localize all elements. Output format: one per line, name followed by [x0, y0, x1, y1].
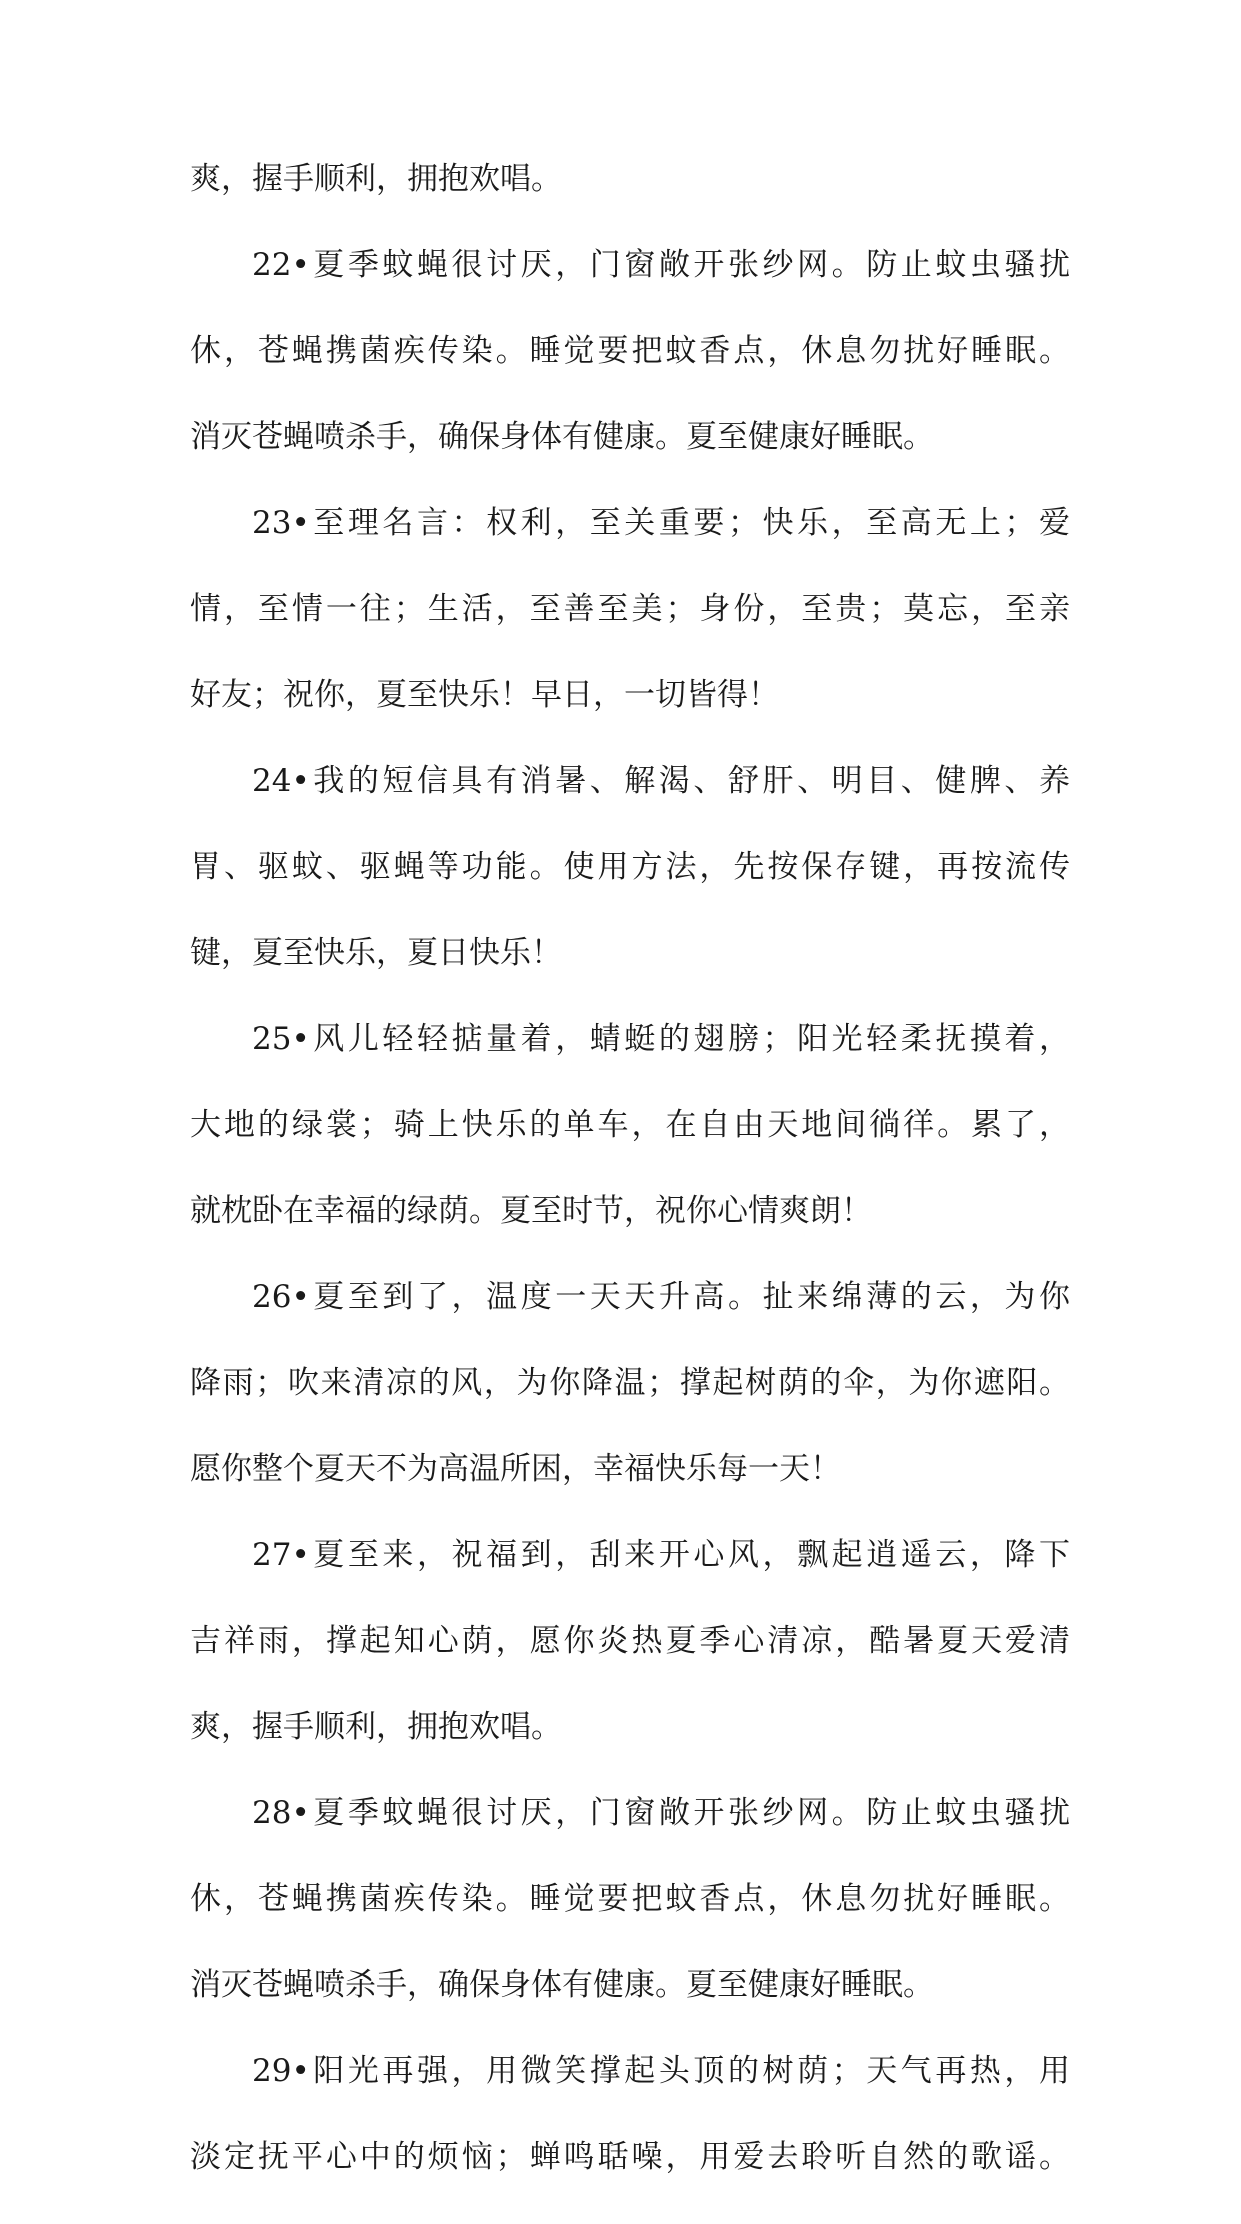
text-line: 大地的绿裳；骑上快乐的单车，在自由天地间徜徉。累了， — [190, 1107, 1070, 1143]
text-line: 爽，握手顺利，拥抱欢唱。 — [190, 161, 562, 197]
text-line: 吉祥雨，撑起知心荫，愿你炎热夏季心清凉，酷暑夏天爱清 — [190, 1623, 1070, 1659]
paragraph-first-line: 29•阳光再强，用微笑撑起头顶的树荫；天气再热，用 — [252, 2053, 1070, 2089]
text-line: 爽，握手顺利，拥抱欢唱。 — [190, 1709, 562, 1745]
paragraph-first-line: 27•夏至来，祝福到，刮来开心风，飘起逍遥云，降下 — [252, 1537, 1070, 1573]
text-line: 情，至情一往；生活，至善至美；身份，至贵；莫忘，至亲 — [190, 591, 1070, 627]
paragraph-first-line: 26•夏至到了，温度一天天升高。扯来绵薄的云，为你 — [252, 1279, 1070, 1315]
text-line: 就枕卧在幸福的绿荫。夏至时节，祝你心情爽朗！ — [190, 1193, 872, 1229]
paragraph-first-line: 23•至理名言：权利，至关重要；快乐，至高无上；爱 — [252, 505, 1070, 541]
paragraph-first-line: 28•夏季蚊蝇很讨厌，门窗敞开张纱网。防止蚊虫骚扰 — [252, 1795, 1070, 1831]
text-line: 消灭苍蝇喷杀手，确保身体有健康。夏至健康好睡眠。 — [190, 1967, 934, 2003]
text-line: 键，夏至快乐，夏日快乐！ — [190, 935, 562, 971]
text-line: 消灭苍蝇喷杀手，确保身体有健康。夏至健康好睡眠。 — [190, 419, 934, 455]
paragraph-first-line: 25•风儿轻轻掂量着，蜻蜓的翅膀；阳光轻柔抚摸着， — [252, 1021, 1070, 1057]
text-line: 降雨；吹来清凉的风，为你降温；撑起树荫的伞，为你遮阳。 — [190, 1365, 1070, 1401]
text-line: 休，苍蝇携菌疾传染。睡觉要把蚊香点，休息勿扰好睡眠。 — [190, 1881, 1070, 1917]
text-line: 好友；祝你，夏至快乐！早日，一切皆得！ — [190, 677, 779, 713]
text-line: 淡定抚平心中的烦恼；蝉鸣聒噪，用爱去聆听自然的歌谣。 — [190, 2139, 1070, 2175]
text-line: 胃、驱蚊、驱蝇等功能。使用方法，先按保存键，再按流传 — [190, 849, 1070, 885]
paragraph-first-line: 22•夏季蚊蝇很讨厌，门窗敞开张纱网。防止蚊虫骚扰 — [252, 247, 1070, 283]
text-line: 休，苍蝇携菌疾传染。睡觉要把蚊香点，休息勿扰好睡眠。 — [190, 333, 1070, 369]
paragraph-first-line: 24•我的短信具有消暑、解渴、舒肝、明目、健脾、养 — [252, 763, 1070, 799]
text-line: 愿你整个夏天不为高温所困，幸福快乐每一天！ — [190, 1451, 841, 1487]
document-body — [190, 160, 1070, 2224]
